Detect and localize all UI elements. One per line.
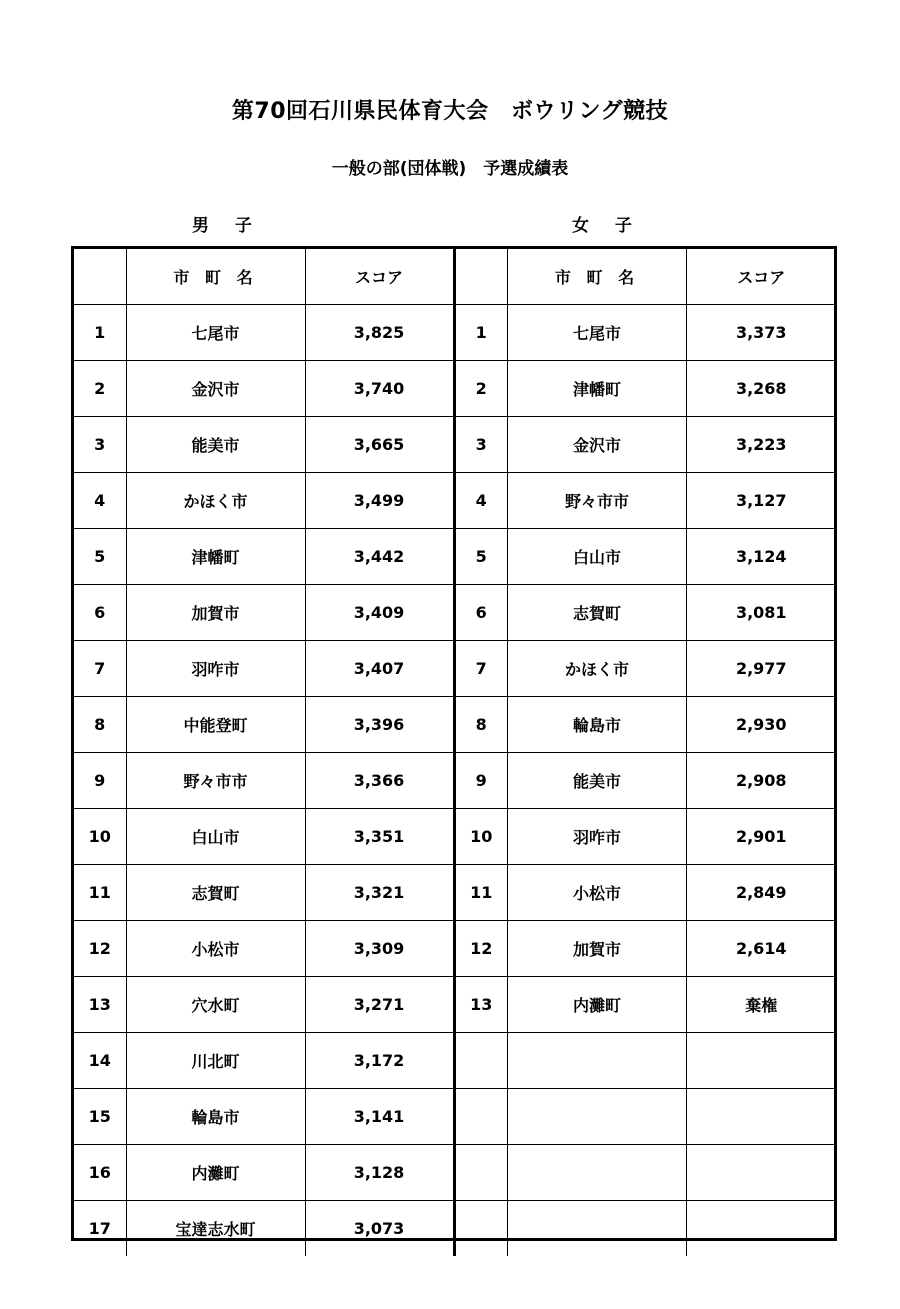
table-row xyxy=(74,809,454,865)
table-row xyxy=(74,865,454,921)
men-results-body xyxy=(74,249,454,1256)
table-row xyxy=(74,977,454,1033)
table-row xyxy=(456,585,836,641)
score-cell: 3,825 xyxy=(305,305,454,361)
city-cell: 羽咋市 xyxy=(126,641,305,697)
city-cell xyxy=(508,1089,687,1145)
score-cell: 3,442 xyxy=(305,529,454,585)
table-row xyxy=(74,753,454,809)
table-row xyxy=(456,1089,836,1145)
table-row xyxy=(456,529,836,585)
rank-cell: 3 xyxy=(456,417,508,473)
city-cell: 金沢市 xyxy=(508,417,687,473)
women-results-body xyxy=(456,249,836,1256)
rank-cell: 5 xyxy=(456,529,508,585)
document-title: 第70回石川県民体育大会 ボウリング競技 xyxy=(231,99,669,124)
city-cell: 金沢市 xyxy=(126,361,305,417)
city-cell: 川北町 xyxy=(126,1033,305,1089)
rank-cell: 16 xyxy=(74,1145,126,1201)
score-cell: 2,908 xyxy=(687,753,836,809)
score-cell: 棄権 xyxy=(687,977,836,1033)
rank-cell: 9 xyxy=(74,753,126,809)
table-row xyxy=(74,1033,454,1089)
city-cell: 中能登町 xyxy=(126,697,305,753)
table-row xyxy=(74,1089,454,1145)
table-row xyxy=(74,305,454,361)
rank-cell: 13 xyxy=(456,977,508,1033)
table-row xyxy=(74,641,454,697)
score-cell: 3,073 xyxy=(305,1201,454,1257)
table-row xyxy=(74,529,454,585)
score-cell: 3,373 xyxy=(687,305,836,361)
women-results-table xyxy=(456,249,836,1256)
score-cell: 3,499 xyxy=(305,473,454,529)
rank-cell: 6 xyxy=(74,585,126,641)
table-row xyxy=(456,1145,836,1201)
table-row xyxy=(456,977,836,1033)
rank-cell: 3 xyxy=(74,417,126,473)
score-cell: 3,351 xyxy=(305,809,454,865)
score-cell: 3,321 xyxy=(305,865,454,921)
score-cell xyxy=(687,1089,836,1145)
city-cell: 白山市 xyxy=(126,809,305,865)
rank-cell: 2 xyxy=(74,361,126,417)
table-row xyxy=(456,809,836,865)
city-cell: 志賀町 xyxy=(508,585,687,641)
city-cell: かほく市 xyxy=(126,473,305,529)
score-cell: 3,268 xyxy=(687,361,836,417)
city-cell: 穴水町 xyxy=(126,977,305,1033)
table-row xyxy=(456,921,836,977)
table-row xyxy=(456,473,836,529)
table-row xyxy=(456,1201,836,1257)
score-cell: 2,930 xyxy=(687,697,836,753)
rank-cell: 12 xyxy=(456,921,508,977)
city-cell: 小松市 xyxy=(508,865,687,921)
women-section-label: 女 子 xyxy=(572,216,642,236)
table-row xyxy=(456,753,836,809)
rank-cell: 15 xyxy=(74,1089,126,1145)
table-row xyxy=(456,305,836,361)
rank-cell xyxy=(456,1089,508,1145)
men-results-table xyxy=(74,249,456,1256)
rank-cell: 2 xyxy=(456,361,508,417)
city-cell: 小松市 xyxy=(126,921,305,977)
city-cell: 志賀町 xyxy=(126,865,305,921)
score-cell: 2,614 xyxy=(687,921,836,977)
rank-cell xyxy=(456,1201,508,1257)
city-cell: 羽咋市 xyxy=(508,809,687,865)
score-cell: 3,124 xyxy=(687,529,836,585)
women-header-row xyxy=(456,249,836,305)
table-row xyxy=(74,417,454,473)
results-frame xyxy=(71,246,837,1241)
men-header-row xyxy=(74,249,454,305)
table-row xyxy=(456,1033,836,1089)
table-row xyxy=(456,361,836,417)
women-city-header: 市 町 名 xyxy=(508,249,687,305)
rank-cell: 10 xyxy=(74,809,126,865)
city-cell: かほく市 xyxy=(508,641,687,697)
score-cell: 3,409 xyxy=(305,585,454,641)
rank-cell: 8 xyxy=(74,697,126,753)
score-cell: 3,396 xyxy=(305,697,454,753)
table-row xyxy=(74,697,454,753)
city-cell: 輪島市 xyxy=(126,1089,305,1145)
rank-cell: 7 xyxy=(74,641,126,697)
city-cell: 七尾市 xyxy=(508,305,687,361)
rank-cell xyxy=(456,1033,508,1089)
score-cell: 3,309 xyxy=(305,921,454,977)
men-city-header: 市 町 名 xyxy=(126,249,305,305)
score-cell xyxy=(687,1201,836,1257)
city-cell: 加賀市 xyxy=(508,921,687,977)
rank-cell: 10 xyxy=(456,809,508,865)
women-rank-header xyxy=(456,249,508,305)
city-cell: 内灘町 xyxy=(126,1145,305,1201)
score-cell: 2,849 xyxy=(687,865,836,921)
table-row xyxy=(74,1145,454,1201)
rank-cell: 8 xyxy=(456,697,508,753)
score-cell: 3,271 xyxy=(305,977,454,1033)
table-row xyxy=(74,585,454,641)
men-rank-header xyxy=(74,249,126,305)
score-cell: 3,407 xyxy=(305,641,454,697)
city-cell: 津幡町 xyxy=(126,529,305,585)
rank-cell: 11 xyxy=(456,865,508,921)
city-cell: 白山市 xyxy=(508,529,687,585)
table-row xyxy=(456,641,836,697)
men-section-label: 男 子 xyxy=(192,216,262,236)
rank-cell: 14 xyxy=(74,1033,126,1089)
rank-cell: 7 xyxy=(456,641,508,697)
table-row xyxy=(456,417,836,473)
table-row xyxy=(456,697,836,753)
table-row xyxy=(74,1201,454,1257)
score-cell xyxy=(687,1033,836,1089)
men-score-header: スコア xyxy=(305,249,454,305)
rank-cell: 6 xyxy=(456,585,508,641)
city-cell: 能美市 xyxy=(126,417,305,473)
city-cell: 宝達志水町 xyxy=(126,1201,305,1257)
table-row xyxy=(74,921,454,977)
city-cell: 野々市市 xyxy=(126,753,305,809)
rank-cell: 4 xyxy=(456,473,508,529)
score-cell xyxy=(687,1145,836,1201)
score-cell: 3,740 xyxy=(305,361,454,417)
score-cell: 3,081 xyxy=(687,585,836,641)
document-subtitle: 一般の部(団体戦) 予選成績表 xyxy=(331,159,569,179)
score-cell: 3,128 xyxy=(305,1145,454,1201)
city-cell: 内灘町 xyxy=(508,977,687,1033)
city-cell xyxy=(508,1201,687,1257)
score-cell: 3,172 xyxy=(305,1033,454,1089)
city-cell: 加賀市 xyxy=(126,585,305,641)
score-cell: 3,366 xyxy=(305,753,454,809)
rank-cell: 11 xyxy=(74,865,126,921)
rank-cell: 4 xyxy=(74,473,126,529)
rank-cell: 17 xyxy=(74,1201,126,1257)
city-cell xyxy=(508,1033,687,1089)
score-cell: 2,901 xyxy=(687,809,836,865)
city-cell xyxy=(508,1145,687,1201)
score-cell: 3,223 xyxy=(687,417,836,473)
women-score-header: スコア xyxy=(687,249,836,305)
table-row xyxy=(74,473,454,529)
score-cell: 3,127 xyxy=(687,473,836,529)
rank-cell xyxy=(456,1145,508,1201)
table-row xyxy=(74,361,454,417)
city-cell: 津幡町 xyxy=(508,361,687,417)
table-row xyxy=(456,865,836,921)
rank-cell: 1 xyxy=(456,305,508,361)
score-cell: 3,665 xyxy=(305,417,454,473)
city-cell: 野々市市 xyxy=(508,473,687,529)
rank-cell: 13 xyxy=(74,977,126,1033)
rank-cell: 12 xyxy=(74,921,126,977)
city-cell: 輪島市 xyxy=(508,697,687,753)
rank-cell: 1 xyxy=(74,305,126,361)
city-cell: 七尾市 xyxy=(126,305,305,361)
score-cell: 2,977 xyxy=(687,641,836,697)
rank-cell: 5 xyxy=(74,529,126,585)
rank-cell: 9 xyxy=(456,753,508,809)
city-cell: 能美市 xyxy=(508,753,687,809)
score-cell: 3,141 xyxy=(305,1089,454,1145)
